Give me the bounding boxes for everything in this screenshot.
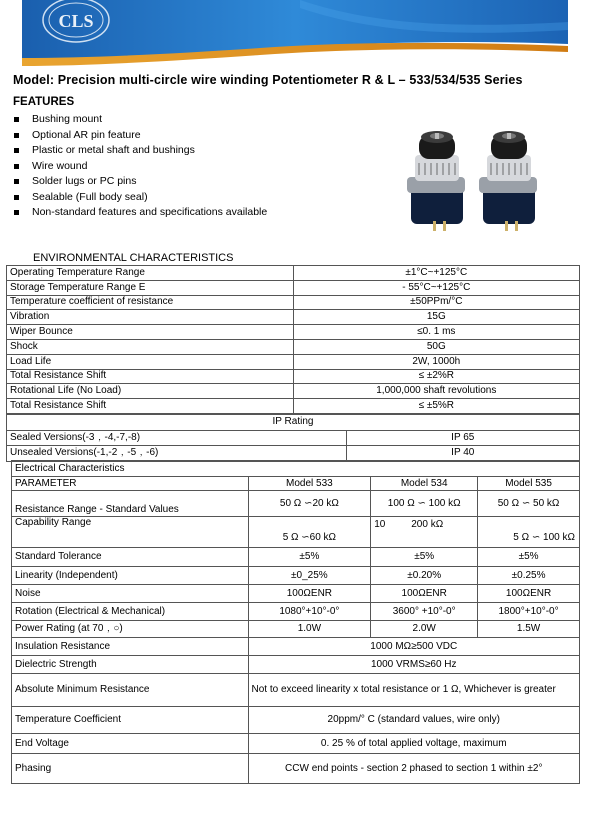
table-row — [7, 430, 580, 446]
page-title: Model: Precision multi-circle wire winding Potentiometer R & L – 533/534/535 Series — [13, 73, 523, 87]
table-row — [7, 354, 580, 369]
ip-heading: IP Rating — [7, 415, 580, 431]
table-row — [7, 325, 580, 340]
bullet-icon — [14, 148, 19, 153]
features-heading: FEATURES — [13, 96, 75, 108]
table-row — [12, 621, 580, 638]
param-value: 100ΩENR — [248, 585, 371, 603]
env-value: ±50PPm/°C — [293, 295, 579, 310]
table-row — [12, 656, 580, 674]
product-photo — [405, 125, 540, 235]
feature-item: Bushing mount — [13, 112, 267, 128]
feature-item: Sealable (Full body seal) — [13, 190, 267, 206]
env-value: 2W, 1000h — [293, 354, 579, 369]
feature-item: Optional AR pin feature — [13, 128, 267, 144]
table-row — [7, 339, 580, 354]
table-row — [12, 585, 580, 603]
ip-value: IP 65 — [346, 430, 579, 446]
param-value: 1.5W — [478, 621, 580, 638]
feature-item: Solder lugs or PC pins — [13, 174, 267, 190]
env-label: Temperature coefficient of resistance — [7, 295, 294, 310]
param-value: CCW end points - section 2 phased to section 1 within ±2° — [248, 754, 580, 784]
env-value: ≤0. 1 ms — [293, 325, 579, 340]
param-value: 100ΩENR — [478, 585, 580, 603]
table-row — [7, 266, 580, 281]
electrical-heading: Electrical Characteristics — [12, 461, 580, 477]
param-value: 1800°+10°-0° — [478, 603, 580, 621]
electrical-table — [11, 460, 580, 784]
table-row — [12, 491, 580, 517]
env-value: ≤ ±5%R — [293, 399, 579, 414]
table-row — [7, 295, 580, 310]
ip-rating-table — [6, 414, 580, 462]
table-row — [12, 638, 580, 656]
table-row — [12, 603, 580, 621]
resistance-value: 50 Ω ∽ 50 kΩ — [478, 491, 580, 517]
capability-label: Capability Range — [12, 517, 249, 548]
table-row — [7, 369, 580, 384]
param-label: Temperature Coefficient — [12, 707, 249, 734]
param-value: 0. 25 % of total applied voltage, maximum — [248, 734, 580, 754]
param-label: Linearity (Independent) — [12, 567, 249, 585]
company-logo — [40, 0, 112, 44]
ip-label: Sealed Versions(-3﹐-4,-7,-8) — [7, 430, 347, 446]
table-row — [12, 477, 580, 491]
param-value: ±0_25% — [248, 567, 371, 585]
features-list — [13, 112, 267, 221]
resistance-value: 50 Ω ∽20 kΩ — [248, 491, 371, 517]
bullet-icon — [14, 195, 19, 200]
param-label: Rotation (Electrical & Mechanical) — [12, 603, 249, 621]
environmental-heading: ENVIRONMENTAL CHARACTERISTICS — [33, 252, 234, 264]
capability-value: 10 200 kΩ — [371, 517, 478, 548]
table-row — [12, 734, 580, 754]
env-label: Operating Temperature Range — [7, 266, 294, 281]
ip-label: Unsealed Versions(-1,-2﹐-5﹐-6) — [7, 446, 347, 462]
param-label: Absolute Minimum Resistance — [12, 674, 249, 707]
table-row — [7, 446, 580, 462]
param-value: 1000 VRMS≥60 Hz — [248, 656, 580, 674]
bullet-icon — [14, 179, 19, 184]
resistance-value: 100 Ω ∽ 100 kΩ — [371, 491, 478, 517]
param-label: Noise — [12, 585, 249, 603]
env-label: Vibration — [7, 310, 294, 325]
param-header: PARAMETER — [12, 477, 249, 491]
table-row — [12, 461, 580, 477]
env-value: ≤ ±2%R — [293, 369, 579, 384]
model-header: Model 533 — [248, 477, 371, 491]
env-label: Rotational Life (No Load) — [7, 384, 294, 399]
svg-text:CLS: CLS — [58, 11, 94, 31]
capability-value: 5 Ω ∽60 kΩ — [248, 517, 371, 548]
env-label: Shock — [7, 339, 294, 354]
param-value: 1000 MΩ≥500 VDC — [248, 638, 580, 656]
table-row — [12, 674, 580, 707]
env-value: 1,000,000 shaft revolutions — [293, 384, 579, 399]
env-label: Total Resistance Shift — [7, 369, 294, 384]
param-value: 20ppm/° C (standard values, wire only) — [248, 707, 580, 734]
param-value: ±5% — [478, 548, 580, 567]
param-value: 1080°+10°-0° — [248, 603, 371, 621]
table-row — [12, 707, 580, 734]
param-label: Power Rating (at 70﹐○) — [12, 621, 249, 638]
param-value: 1.0W — [248, 621, 371, 638]
table-row — [7, 399, 580, 414]
bullet-icon — [14, 164, 19, 169]
env-label: Wiper Bounce — [7, 325, 294, 340]
table-row — [7, 415, 580, 431]
param-label: End Voltage — [12, 734, 249, 754]
table-row — [12, 567, 580, 585]
bullet-icon — [14, 210, 19, 215]
env-value: - 55°C~+125°C — [293, 280, 579, 295]
model-header: Model 534 — [371, 477, 478, 491]
param-value: ±5% — [248, 548, 371, 567]
capability-value: 5 Ω ∽ 100 kΩ — [478, 517, 580, 548]
env-label: Load Life — [7, 354, 294, 369]
param-value: 100ΩENR — [371, 585, 478, 603]
header-banner — [0, 0, 590, 68]
environmental-table — [6, 265, 580, 414]
param-value: ±0.20% — [371, 567, 478, 585]
table-row — [12, 548, 580, 567]
param-value: 3600° +10°-0° — [371, 603, 478, 621]
param-value: ±5% — [371, 548, 478, 567]
param-label: Insulation Resistance — [12, 638, 249, 656]
bullet-icon — [14, 117, 19, 122]
param-label: Dielectric Strength — [12, 656, 249, 674]
bullet-icon — [14, 133, 19, 138]
feature-item: Non-standard features and specifications available — [13, 205, 267, 221]
table-row — [7, 280, 580, 295]
param-value: 2.0W — [371, 621, 478, 638]
param-label: Standard Tolerance — [12, 548, 249, 567]
feature-item: Plastic or metal shaft and bushings — [13, 143, 267, 159]
env-value: 15G — [293, 310, 579, 325]
env-label: Storage Temperature Range E — [7, 280, 294, 295]
env-value: ±1°C~+125°C — [293, 266, 579, 281]
param-value: ±0.25% — [478, 567, 580, 585]
table-row — [7, 384, 580, 399]
model-header: Model 535 — [478, 477, 580, 491]
env-value: 50G — [293, 339, 579, 354]
ip-value: IP 40 — [346, 446, 579, 462]
feature-item: Wire wound — [13, 159, 267, 175]
table-row — [12, 754, 580, 784]
param-label: Phasing — [12, 754, 249, 784]
resistance-label: Resistance Range - Standard Values — [12, 491, 249, 517]
param-value: Not to exceed linearity x total resistance or 1 Ω, Whichever is greater — [248, 674, 580, 707]
table-row — [7, 310, 580, 325]
table-row — [12, 517, 580, 548]
env-label: Total Resistance Shift — [7, 399, 294, 414]
